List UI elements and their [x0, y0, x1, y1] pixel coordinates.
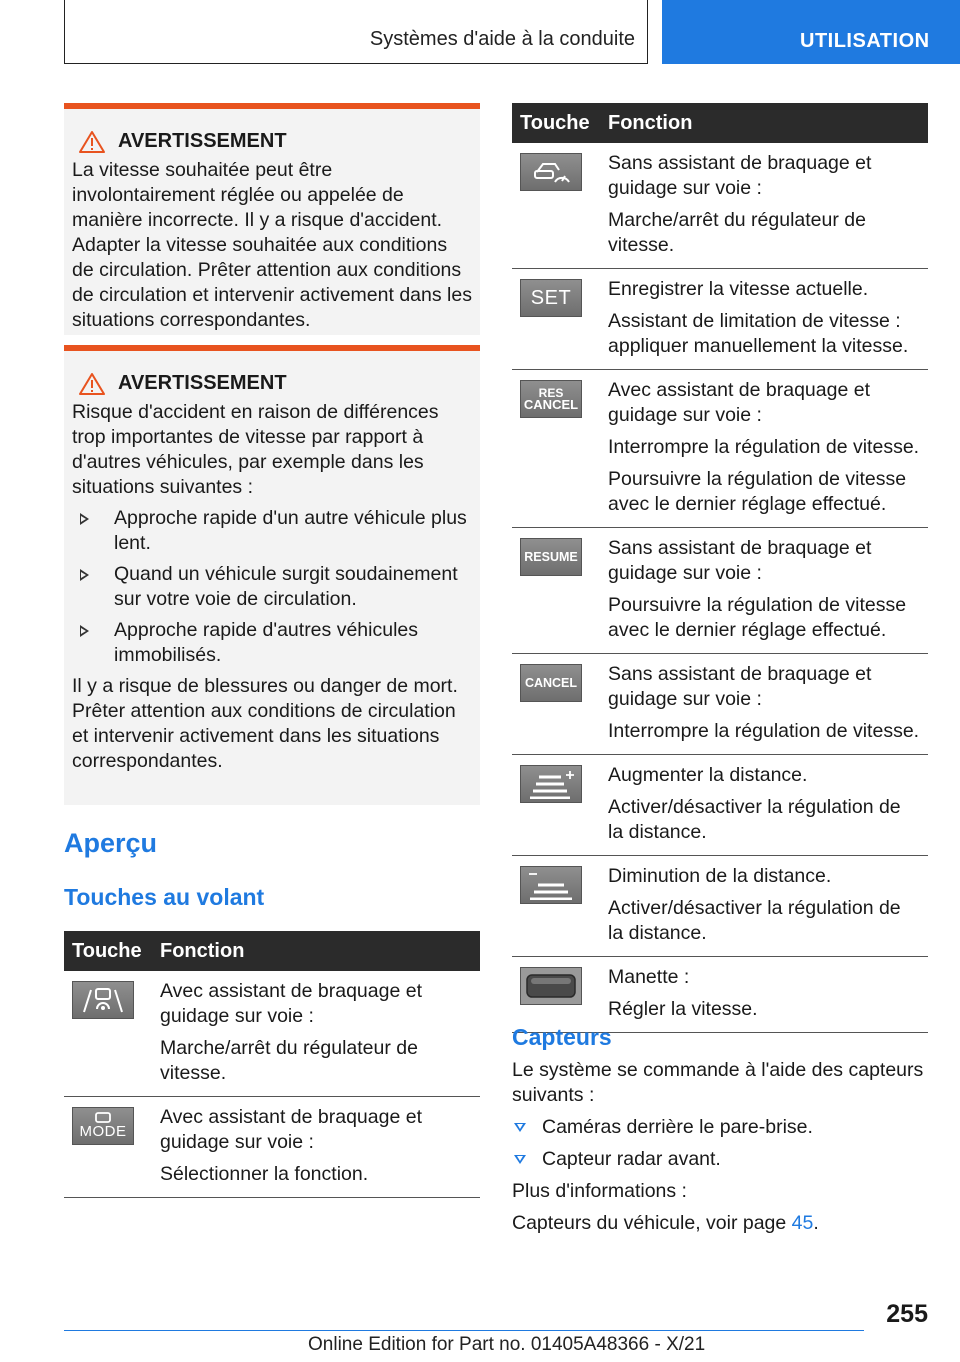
list-item: Approche rapide d'autres véhicules immobilisés.	[78, 618, 472, 668]
set-button-icon: SET	[520, 279, 582, 317]
warning-text-1: La vitesse souhaitée peut être involontairement réglée ou appelée de manière incorrecte. Il y a risque d'accident. Adapter la vitesse souhaitée aux conditions de circulation. Prêter attention aux conditions de circulation et intervenir activement dans les situations correspondantes.	[72, 159, 472, 331]
sensors-list	[512, 1115, 928, 1172]
column-header-function: Fonction	[152, 931, 480, 971]
triangle-bullet-icon	[80, 569, 89, 581]
subheading-steering-keys: Touches au volant	[64, 884, 265, 910]
warning-list-2	[72, 506, 472, 668]
column-header-key: Touche	[512, 103, 600, 143]
table-row	[64, 1097, 480, 1198]
distance-plus-icon	[520, 765, 582, 803]
resume-button-icon: RESUME	[520, 538, 582, 576]
table-row	[64, 971, 480, 1097]
function-cell: Sans assistant de braquage et guidage sur voie : Marche/arrêt du régulateur de vitesse.	[600, 143, 928, 269]
function-cell: Sans assistant de braquage et guidage sur voie : Poursuivre la régulation de vitesse avec le dernier réglage effectué.	[600, 528, 928, 654]
table-row	[512, 856, 928, 957]
sensors-intro: Le système se commande à l'aide des capteurs suivants :	[512, 1059, 924, 1106]
warning-title-text-1: AVERTISSEMENT	[118, 130, 287, 152]
warning-outro-2: Il y a risque de blessures ou danger de mort. Prêter attention aux conditions de circulation et intervenir activement dans les situations correspondantes.	[72, 675, 458, 772]
table-row	[512, 957, 928, 1033]
steering-assist-icon	[72, 981, 134, 1019]
warning-triangle-icon	[78, 130, 106, 154]
function-cell: Avec assistant de braquage et guidage sur voie : Sélectionner la fonction.	[152, 1097, 480, 1198]
section-heading-overview: Aperçu	[64, 828, 158, 858]
function-cell: Enregistrer la vitesse actuelle. Assistant de limitation de vitesse : appliquer manuellement la vitesse.	[600, 269, 928, 370]
more-info-label: Plus d'informations :	[512, 1180, 687, 1202]
function-cell: Diminution de la distance. Activer/désactiver la régulation de la distance.	[600, 856, 928, 957]
sensors-heading: Capteurs	[512, 1024, 612, 1050]
warning-box-1	[64, 103, 480, 335]
cancel-button-icon: CANCEL	[520, 664, 582, 702]
triangle-bullet-icon	[514, 1155, 526, 1164]
page-reference-link[interactable]: 45	[791, 1212, 814, 1234]
triangle-bullet-icon	[80, 513, 89, 525]
triangle-bullet-icon	[514, 1123, 526, 1132]
warning-intro-2: Risque d'accident en raison de différences trop importantes de vitesse par rapport à d'autres véhicules, par exemple dans les situations suivantes :	[72, 401, 439, 498]
steering-keys-table-left	[64, 931, 480, 1198]
list-item: Capteur radar avant.	[512, 1147, 928, 1172]
warning-title-1	[78, 129, 472, 154]
header-chapter-tab	[662, 0, 960, 64]
page-number: 255	[886, 1300, 928, 1328]
table-row	[512, 269, 928, 370]
rocker-switch-icon	[520, 967, 582, 1005]
warning-title-2	[78, 371, 472, 396]
steering-keys-table-right	[512, 103, 928, 1033]
list-item: Approche rapide d'un autre véhicule plus lent.	[78, 506, 472, 556]
triangle-bullet-icon	[80, 625, 89, 637]
warning-title-text-2: AVERTISSEMENT	[118, 372, 287, 394]
distance-minus-icon	[520, 866, 582, 904]
table-header-row	[64, 931, 480, 971]
table-row	[512, 143, 928, 269]
list-item: Caméras derrière le pare-brise.	[512, 1115, 928, 1140]
res-cancel-button-icon: RES CANCEL	[520, 380, 582, 418]
table-header-row	[512, 103, 928, 143]
function-cell: Augmenter la distance. Activer/désactiver la régulation de la distance.	[600, 755, 928, 856]
footer-divider	[64, 1330, 864, 1331]
warning-box-2	[64, 345, 480, 805]
mode-button-icon: MODE	[72, 1107, 134, 1145]
function-cell: Manette : Régler la vitesse.	[600, 957, 928, 1033]
header-section-title: Systèmes d'aide à la conduite	[369, 28, 635, 50]
list-item: Quand un véhicule surgit soudainement sur votre voie de circulation.	[78, 562, 472, 612]
table-row	[512, 370, 928, 528]
header-section-box	[64, 0, 648, 64]
footer-edition: Online Edition for Part no. 01405A48366 - X/21	[308, 1334, 706, 1355]
table-row	[512, 755, 928, 856]
column-header-function: Fonction	[600, 103, 928, 143]
warning-triangle-icon	[78, 372, 106, 396]
column-header-key: Touche	[64, 931, 152, 971]
table-row	[512, 528, 928, 654]
function-cell: Avec assistant de braquage et guidage sur voie : Interrompre la régulation de vitesse. Poursuivre la régulation de vitesse avec le dernier réglage effectué.	[600, 370, 928, 528]
header-chapter-label: UTILISATION	[800, 30, 930, 52]
sensors-section	[512, 1058, 928, 1243]
cruise-control-icon	[520, 153, 582, 191]
function-cell: Avec assistant de braquage et guidage sur voie : Marche/arrêt du régulateur de vitesse.	[152, 971, 480, 1097]
sensors-reference: Capteurs du véhicule, voir page 45.	[512, 1212, 819, 1234]
function-cell: Sans assistant de braquage et guidage sur voie : Interrompre la régulation de vitesse.	[600, 654, 928, 755]
table-row	[512, 654, 928, 755]
